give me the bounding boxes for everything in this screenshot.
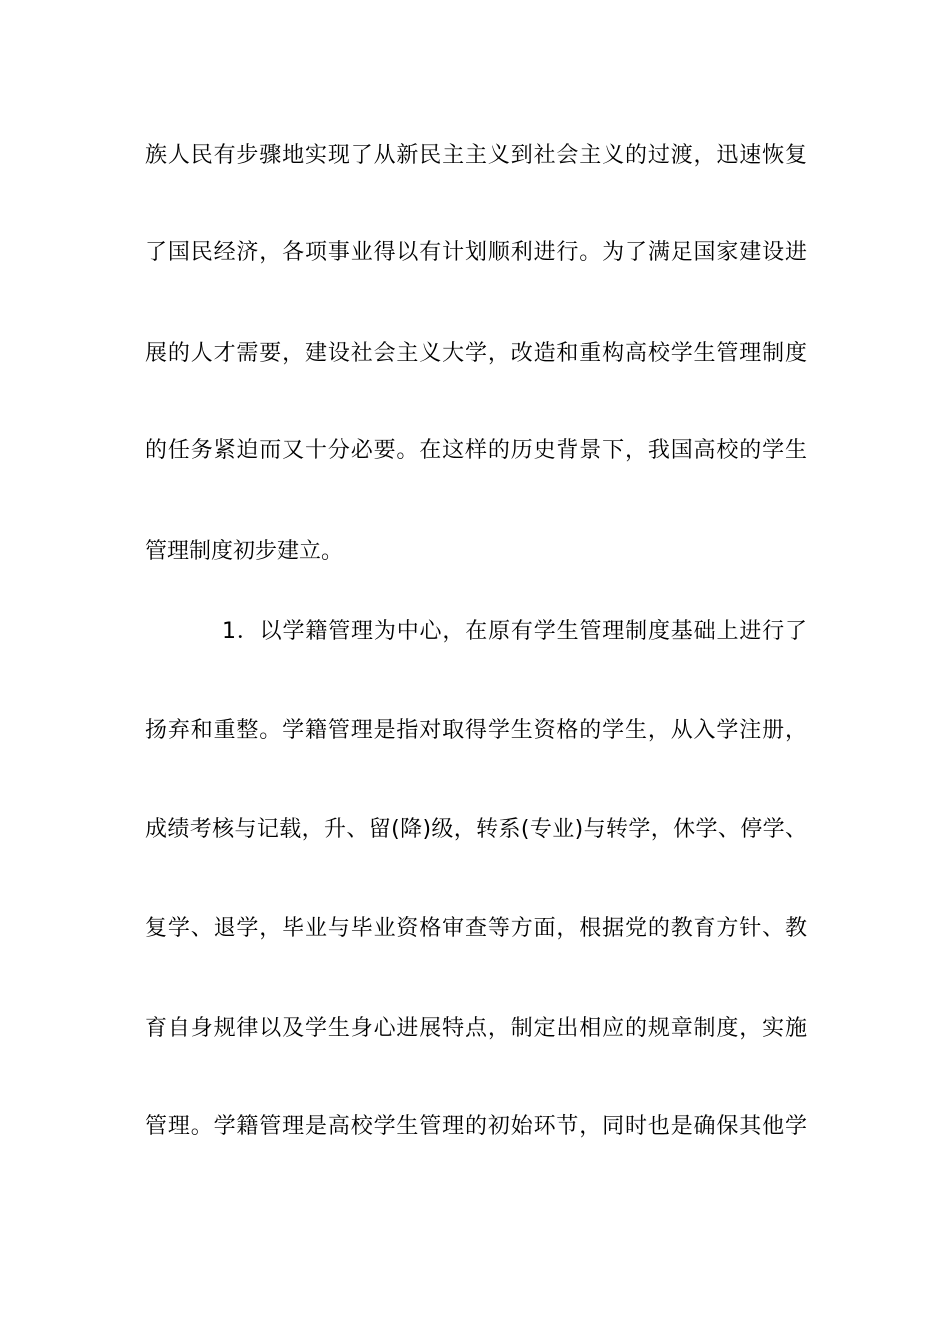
text-line: 展的人才需要，建设社会主义大学，改造和重构高校学生管理制度 xyxy=(145,341,807,366)
text-line: 了国民经济，各项事业得以有计划顺利进行。为了满足国家建设进 xyxy=(145,240,807,265)
text-line: 复学、退学，毕业与毕业资格审查等方面，根据党的教育方针、教 xyxy=(145,916,807,941)
text-line: 管理制度初步建立。 xyxy=(145,539,344,564)
text-line: 族人民有步骤地实现了从新民主主义到社会主义的过渡，迅速恢复 xyxy=(145,143,807,168)
text-line: 育自身规律以及学生身心进展特点，制定出相应的规章制度，实施 xyxy=(145,1016,807,1041)
numbered-paragraph-start: 1．以学籍管理为中心，在原有学生管理制度基础上进行了 xyxy=(222,619,807,644)
text-line: 扬弃和重整。学籍管理是指对取得学生资格的学生，从入学注册， xyxy=(145,718,807,743)
text-line: 管理。学籍管理是高校学生管理的初始环节，同时也是确保其他学 xyxy=(145,1114,807,1139)
text-line: 成绩考核与记载，升、留(降)级，转系(专业)与转学，休学、停学、 xyxy=(145,817,807,842)
text-line: 的任务紧迫而又十分必要。在这样的历史背景下，我国高校的学生 xyxy=(145,438,807,463)
